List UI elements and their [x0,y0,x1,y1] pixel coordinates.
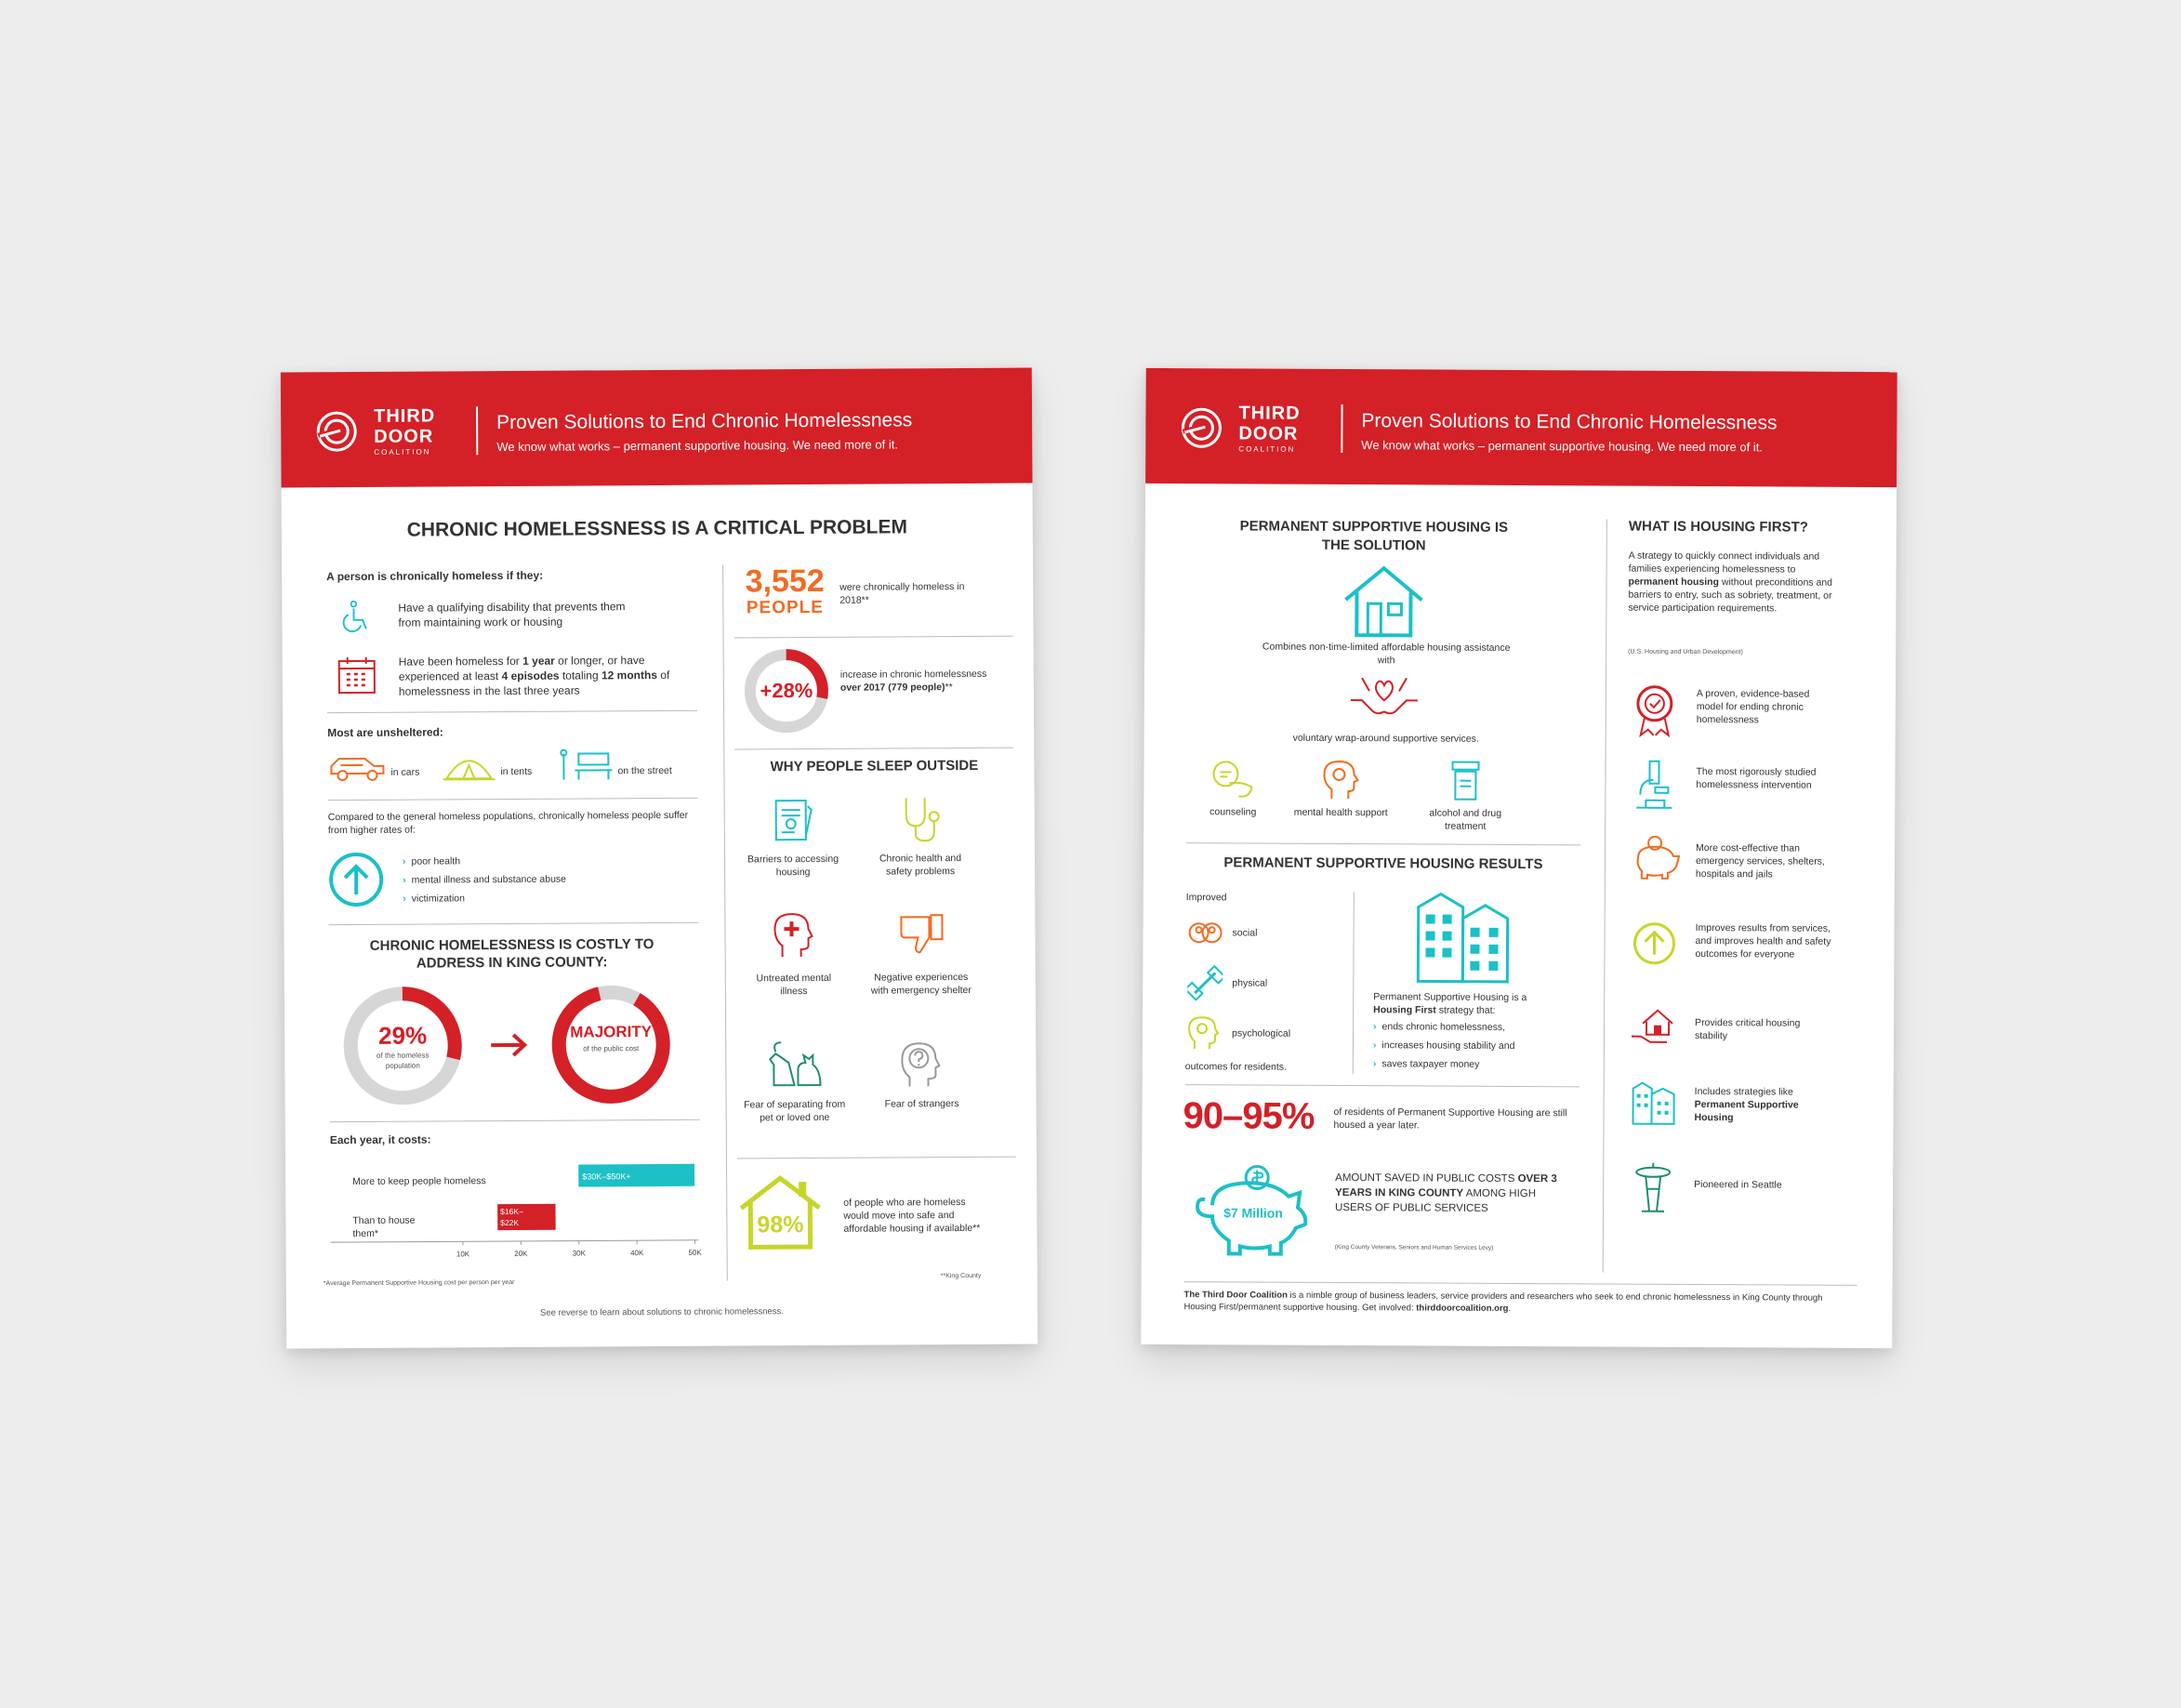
stat-98-value: 98% [757,1211,804,1238]
unsheltered-cars: in cars [390,766,420,778]
unsheltered-tents: in tents [500,765,533,778]
front-sheet [281,368,1038,1349]
stat-3552-unit: PEOPLE [746,597,824,618]
savings-amount: $7 Million [1223,1205,1283,1221]
reverse-note: See reverse to learn about solutions to chronic homelessness. [539,1306,784,1318]
dumbbell-icon [1187,965,1223,1000]
rate-item: › poor health [402,855,461,867]
hf-list-item: More cost-effective than emergency services, shelters, hospitals and jails [1695,841,1825,880]
compared-text: Compared to the general homeless populations, chronically homeless people suffer from higher rates of: [327,809,689,837]
mental-health-icon [1322,760,1359,801]
definition-intro: A person is chronically homeless if they: [326,568,544,584]
cost-bar-label: $16K– $22K [500,1206,523,1228]
combines-text: Combines non-time-limited affordable housing assistance with [1262,641,1511,667]
footnote: *Average Permanent Supportive Housing cost per person per year [323,1278,515,1288]
improved-label: Improved [1185,892,1227,904]
what-text: A strategy to quickly connect individuals and families experiencing homelessness to permanent housing without preconditions and barriers to entry, such as sobriety, treatment, or service participation requirements. [1628,549,1833,615]
social-icon [1187,917,1223,948]
why-title: WHY PEOPLE SLEEP OUTSIDE [770,757,979,775]
psh-title: PERMANENT SUPPORTIVE HOUSING IS THE SOLUTION [1239,518,1509,554]
header-band [281,368,1033,488]
why-item: Negative experiences with emergency shelter [870,971,972,997]
stethoscope-icon [895,792,947,844]
house-icon [1342,564,1425,639]
cost-label: Than to house them* [352,1214,416,1240]
divider [737,1157,1016,1159]
x-axis [331,1240,699,1242]
hf-list-item: Provides critical housing stability [1694,1016,1801,1042]
x-tick-label: 50K [688,1248,702,1257]
results-divider [1353,892,1355,1074]
improved-item: physical [1232,977,1268,989]
divider [328,798,698,801]
arrow-right-icon [487,1031,532,1059]
hf-list-item: Pioneered in Seattle [1694,1178,1782,1191]
divider [330,1119,700,1122]
savings-source: (King County Veterans, Seniors and Human Services Levy) [1334,1243,1494,1251]
pets-icon [768,1037,824,1089]
housing-first-text: Permanent Supportive Housing is a Housing First strategy that: [1373,991,1527,1016]
hf-list-item: A proven, evidence-based model for ending chronic homelessness [1696,687,1810,726]
king-county-note: **King County [940,1272,982,1280]
header-subtitle: We know what works – permanent supportive housing. We need more of it. [1361,438,1763,455]
service-item: counseling [1209,806,1257,818]
header-divider [476,406,478,455]
tent-icon [443,748,495,782]
microscope-icon [1632,760,1675,810]
outcomes-text: outcomes for residents. [1184,1061,1287,1073]
apartment-building-icon [1414,890,1512,984]
head-question-icon [898,1039,945,1090]
unsheltered-street: on the street [617,764,672,777]
header-title: Proven Solutions to End Chronic Homelessness [1361,410,1778,434]
header-divider [1341,404,1342,453]
results-title: PERMANENT SUPPORTIVE HOUSING RESULTS [1223,854,1543,873]
unsheltered-title: Most are unsheltered: [327,725,443,740]
hf-list-item: Includes strategies like Permanent Supportive Housing [1694,1085,1799,1124]
psychological-icon [1187,1015,1219,1051]
divider [327,710,697,713]
header-band [1145,368,1897,487]
logo-icon [314,409,359,454]
what-source: (U.S. Housing and Urban Development) [1628,648,1743,656]
x-tick-label: 20K [514,1249,528,1258]
voluntary-text: voluntary wrap-around supportive services. [1292,732,1479,745]
definition-disability: Have a qualifying disability that prevents them from maintaining work or housing [398,600,626,629]
divider [734,748,1013,750]
cost-label: More to keep people homeless [352,1175,486,1188]
hf-list-item: Improves results from services, and improves health and safety outcomes for everyone [1695,921,1831,960]
brand-name: THIRD DOOR COALITION [1238,403,1301,454]
piggy-coin-icon [1629,836,1681,880]
bench-icon [558,748,614,781]
wheelchair-icon [337,599,373,634]
why-item: Fear of separating from pet or loved one [744,1098,846,1124]
costs-title: Each year, it costs: [329,1132,431,1147]
stat-98-text: of people who are homeless would move into safe and affordable housing if available** [843,1196,981,1235]
stat-9095-text: of residents of Permanent Supportive Housing are still housed a year later. [1333,1106,1567,1132]
stat-3552-value: 3,552 [745,563,825,600]
why-item: Fear of strangers [884,1098,959,1110]
caring-hands-icon [1349,674,1420,726]
stat-3552-text: were chronically homeless in 2018** [839,580,965,606]
buildings-icon [1631,1079,1675,1126]
improved-item: psychological [1231,1027,1291,1039]
stat-28-text: increase in chronic homelessness over 2017 (779 people)** [839,668,987,694]
divider [328,922,698,925]
why-item: Barriers to accessing housing [747,853,839,879]
divider [1186,842,1580,845]
stat-majority-value: MAJORITY [570,1023,653,1041]
housing-first-item: › increases housing stability and [1372,1039,1515,1052]
pill-bottle-icon [1450,761,1480,801]
rate-item: › mental illness and substance abuse [403,873,567,886]
house-hand-icon [1630,1005,1676,1048]
column-divider [722,565,728,1281]
divider [1184,1281,1857,1286]
stat-29-value: 29% [378,1021,428,1050]
column-divider [1603,519,1607,1272]
why-item: Untreated mental illness [756,972,832,998]
hf-list-item: The most rigorously studied homelessness intervention [1696,765,1817,791]
counseling-icon [1210,759,1255,800]
head-cross-icon [769,908,817,960]
definition-duration: Have been homeless for 1 year or longer, or have experienced at least 4 episodes totaling 12 months of homelessness in the last three years [398,654,670,698]
header-subtitle: We know what works – permanent supportive housing. We need more of it. [496,437,898,455]
back-sheet [1141,368,1897,1348]
service-item: alcohol and drug treatment [1429,807,1502,832]
arrow-up-circle-icon [1632,921,1676,966]
stat-28-value: +28% [760,678,813,703]
x-tick-label: 40K [630,1249,644,1258]
housing-first-item: › saves taxpayer money [1372,1058,1480,1070]
divider [1185,1084,1580,1087]
arrow-up-icon [328,852,384,907]
why-item: Chronic health and safety problems [879,853,962,878]
award-icon [1633,683,1676,737]
improved-item: social [1232,927,1258,939]
savings-text: AMOUNT SAVED IN PUBLIC COSTS OVER 3 YEARS IN KING COUNTY AMONG HIGH USERS OF PUBLIC SERVICES [1334,1172,1557,1214]
footer-text: The Third Door Coalition is a nimble group of business leaders, service providers and researchers who seek to end chronic homelessness in King County through Housing First/permanent supportive housing. Get involved: thirddoorcoalition.org. [1183,1290,1823,1314]
costly-title: CHRONIC HOMELESSNESS IS COSTLY TO ADDRESS IN KING COUNTY: [369,936,654,972]
cost-bar-chart [330,1151,721,1275]
document-icon [769,795,817,843]
header-title: Proven Solutions to End Chronic Homelessness [496,409,913,434]
stat-9095-value: 90–95% [1183,1095,1315,1137]
cost-bar-label: $30K–$50K+ [582,1172,631,1182]
logo-icon [1179,405,1223,450]
space-needle-icon [1634,1161,1672,1213]
car-icon [327,753,387,783]
x-tick-label: 30K [572,1249,586,1258]
stat-29-label: of the homeless population [377,1051,430,1070]
brand-name: THIRD DOOR COALITION [374,405,436,457]
page-title: CHRONIC HOMELESSNESS IS A CRITICAL PROBLEM [406,516,908,541]
divider [734,636,1013,639]
stat-majority-label: of the public cost [583,1044,640,1053]
calendar-icon [337,655,377,695]
thumbs-down-icon [897,909,945,958]
service-item: mental health support [1293,806,1388,819]
what-title: WHAT IS HOUSING FIRST? [1628,518,1808,536]
housing-first-item: › ends chronic homelessness, [1373,1021,1506,1033]
x-tick-label: 10K [456,1250,470,1259]
rate-item: › victimization [403,893,465,905]
